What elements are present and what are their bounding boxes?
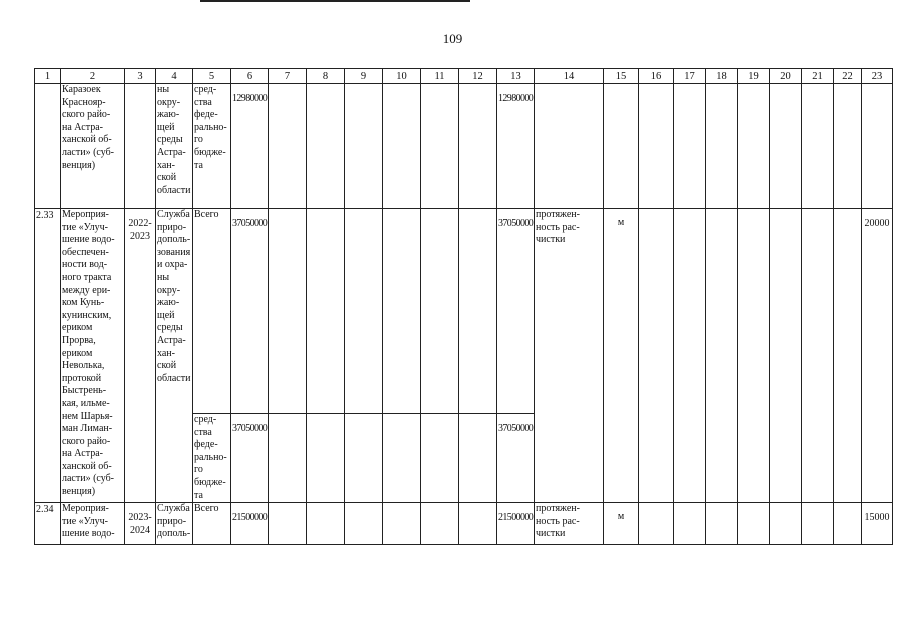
header-cell: 10	[383, 69, 421, 84]
empty-cell	[459, 84, 497, 209]
header-cell: 12	[459, 69, 497, 84]
header-cell: 20	[770, 69, 802, 84]
measure-name-cell: Мероприя- тие «Улуч- шение водо-	[61, 503, 125, 545]
years-cell: 2023- 2024	[125, 503, 156, 545]
empty-cell	[345, 209, 383, 414]
row-id-cell: 2.34	[35, 503, 61, 545]
header-cell: 1	[35, 69, 61, 84]
amount-year-cell: 37050000	[497, 209, 535, 414]
table-row	[35, 209, 893, 414]
empty-cell	[307, 503, 345, 545]
header-cell: 3	[125, 69, 156, 84]
empty-cell	[269, 414, 307, 503]
amount-total-cell: 12980000	[231, 84, 269, 209]
empty-cell	[459, 414, 497, 503]
header-cell: 14	[535, 69, 604, 84]
empty-cell	[307, 209, 345, 414]
empty-cell	[674, 84, 706, 209]
empty-cell	[770, 503, 802, 545]
header-cell: 8	[307, 69, 345, 84]
executor-cell: Служба приро- дополь- зования и охра- ны окру- жаю- щей среды Астра- хан- ской области	[156, 209, 193, 503]
header-cell: 13	[497, 69, 535, 84]
empty-cell	[421, 209, 459, 414]
empty-cell	[862, 84, 893, 209]
table-row	[35, 503, 893, 545]
row-id-cell: 2.33	[35, 209, 61, 503]
empty-cell	[834, 503, 862, 545]
top-rule	[200, 0, 470, 2]
amount-total-cell: 21500000	[231, 503, 269, 545]
measure-name-cell: Мероприя- тие «Улуч- шение водо- обеспечен- ности вод- ного тракта между ери- ком Кунь- кунинским, ериком Прорва, ериком Неволька, протокой Быстрень- кая, ильме- нем Шарья- ман Лиман- ского райо- на Астра- ханской об- ласти» (суб- венция)	[61, 209, 125, 503]
empty-cell	[802, 84, 834, 209]
header-cell: 19	[738, 69, 770, 84]
header-cell: 7	[269, 69, 307, 84]
amount-year-cell: 12980000	[497, 84, 535, 209]
program-table	[34, 68, 893, 545]
empty-cell	[307, 414, 345, 503]
empty-cell	[459, 503, 497, 545]
header-cell: 5	[193, 69, 231, 84]
amount-year-cell: 21500000	[497, 503, 535, 545]
empty-cell	[706, 503, 738, 545]
indicator-cell: протяжен- ность рас- чистки	[535, 209, 604, 503]
funding-source-cell: Всего	[193, 209, 231, 414]
empty-cell	[459, 209, 497, 414]
indicator-value-cell: 15000	[862, 503, 893, 545]
amount-total-cell: 37050000	[231, 209, 269, 414]
empty-cell	[269, 503, 307, 545]
empty-cell	[421, 414, 459, 503]
header-cell: 18	[706, 69, 738, 84]
header-cell: 4	[156, 69, 193, 84]
empty-cell	[706, 209, 738, 503]
empty-cell	[802, 209, 834, 503]
table-row	[35, 84, 893, 209]
empty-cell	[706, 84, 738, 209]
row-id-cell	[35, 84, 61, 209]
funding-source-cell: Всего	[193, 503, 231, 545]
header-cell: 2	[61, 69, 125, 84]
indicator-value-cell: 20000	[862, 209, 893, 503]
header-row	[35, 69, 893, 84]
header-cell: 15	[604, 69, 639, 84]
empty-cell	[383, 503, 421, 545]
header-cell: 16	[639, 69, 674, 84]
empty-cell	[738, 84, 770, 209]
empty-cell	[269, 84, 307, 209]
empty-cell	[421, 84, 459, 209]
empty-cell	[421, 503, 459, 545]
empty-cell	[770, 84, 802, 209]
funding-source-cell: сред- ства феде- рально- го бюдже- та	[193, 414, 231, 503]
amount-total-cell: 37050000	[231, 414, 269, 503]
indicator-cell: протяжен- ность рас- чистки	[535, 503, 604, 545]
header-cell: 17	[674, 69, 706, 84]
unit-cell: м	[604, 503, 639, 545]
executor-cell: Служба приро- дополь-	[156, 503, 193, 545]
header-cell: 21	[802, 69, 834, 84]
empty-cell	[383, 414, 421, 503]
empty-cell	[604, 84, 639, 209]
empty-cell	[383, 209, 421, 414]
header-cell: 23	[862, 69, 893, 84]
executor-cell: ны окру- жаю- щей среды Астра- хан- ской области	[156, 84, 193, 209]
empty-cell	[639, 84, 674, 209]
empty-cell	[383, 84, 421, 209]
header-cell: 11	[421, 69, 459, 84]
funding-source-cell: сред- ства феде- рально- го бюдже- та	[193, 84, 231, 209]
empty-cell	[345, 414, 383, 503]
empty-cell	[345, 84, 383, 209]
empty-cell	[639, 503, 674, 545]
amount-year-cell: 37050000	[497, 414, 535, 503]
empty-cell	[738, 503, 770, 545]
empty-cell	[269, 209, 307, 414]
header-cell: 9	[345, 69, 383, 84]
empty-cell	[738, 209, 770, 503]
header-cell: 22	[834, 69, 862, 84]
empty-cell	[307, 84, 345, 209]
header-cell: 6	[231, 69, 269, 84]
empty-cell	[834, 209, 862, 503]
empty-cell	[535, 84, 604, 209]
empty-cell	[674, 209, 706, 503]
years-cell: 2022- 2023	[125, 209, 156, 503]
empty-cell	[802, 503, 834, 545]
page-number: 109	[442, 31, 463, 46]
empty-cell	[345, 503, 383, 545]
empty-cell	[834, 84, 862, 209]
measure-name-cell: Каразоек Краснояр- ского райо- на Астра- ханской об- ласти» (суб- венция)	[61, 84, 125, 209]
years-cell	[125, 84, 156, 209]
empty-cell	[639, 209, 674, 503]
empty-cell	[770, 209, 802, 503]
empty-cell	[674, 503, 706, 545]
unit-cell: м	[604, 209, 639, 503]
